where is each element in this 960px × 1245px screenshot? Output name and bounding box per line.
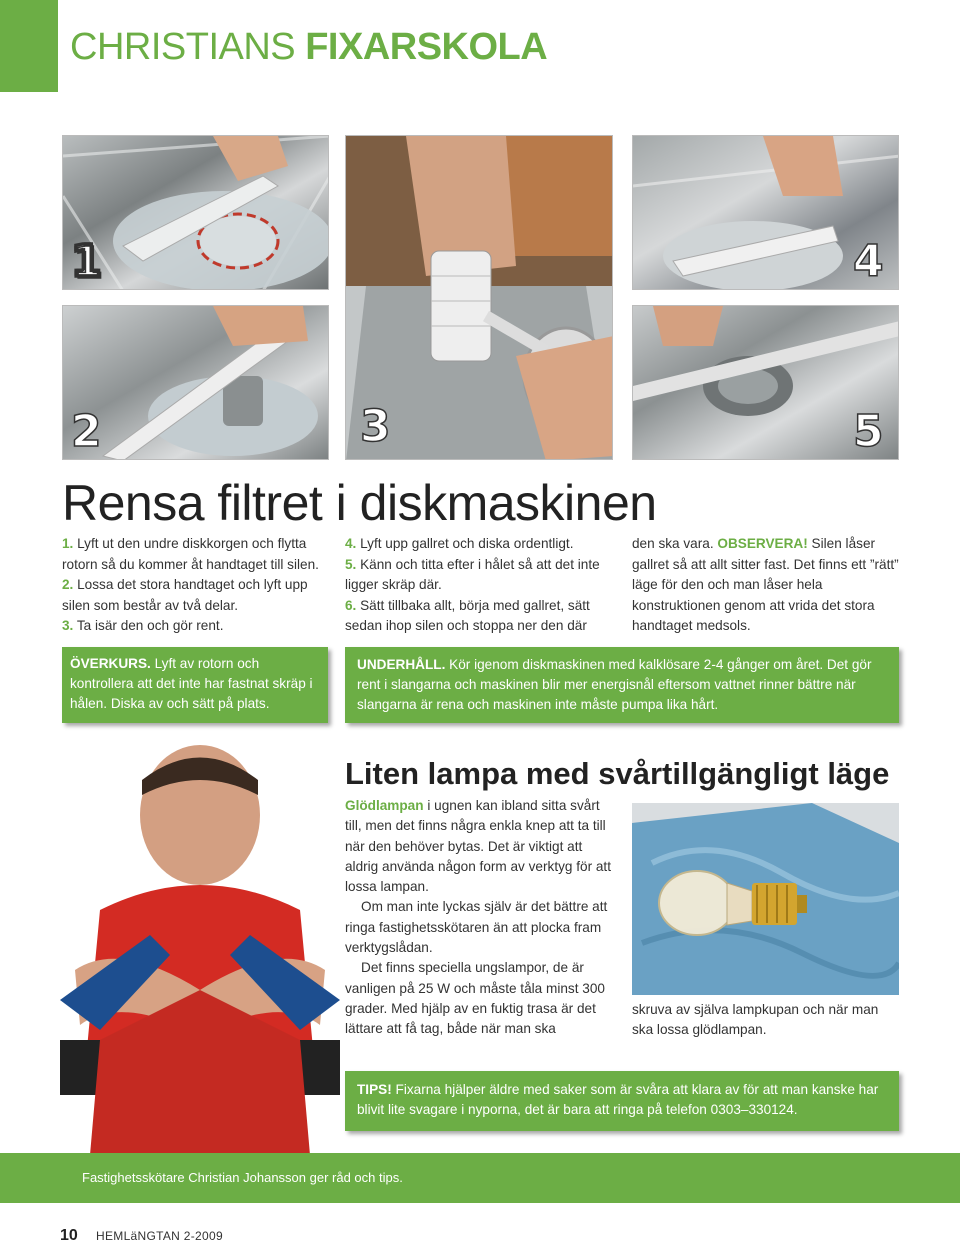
step-3-number: 3. [62, 618, 74, 633]
tips-text: Fixarna hjälper äldre med saker som är svåra att klara av för att man kanske har blivit lite svagare i nyporna, det är bara att ringa på telefon 0303–330124. [357, 1082, 879, 1117]
section-title-bold: FIXARSKOLA [305, 26, 548, 68]
dishwasher-filter-photo-4 [633, 136, 899, 290]
photo-caption: Fastighetsskötare Christian Johansson ger råd och tips. [82, 1170, 403, 1185]
handyman-with-drills-photo [60, 740, 340, 1155]
step-6-text: Sätt tillbaka allt, börja med gallret, sätt sedan ihop silen och stoppa ner den där [345, 597, 590, 633]
step-photo-4 [632, 135, 899, 290]
dishwasher-filter-photo-2 [63, 306, 329, 460]
overkurs-label: ÖVERKURS. [70, 656, 151, 671]
lamp-text-column [345, 796, 615, 1040]
step-2-text: Lossa det stora handtaget och lyft upp silen som består av två delar. [62, 577, 308, 613]
step-photo-3 [345, 135, 613, 460]
tips-label: TIPS! [357, 1082, 392, 1097]
light-bulb-on-cloth-photo [632, 803, 899, 995]
steps-column-3 [632, 534, 912, 637]
step-photo-2 [62, 305, 329, 460]
dishwasher-filter-photo-5 [633, 306, 899, 460]
lamp-paragraph-3: Det finns speciella ungslampor, de är vanligen på 25 W och måste tåla minst 300 grader. Med hjälp av en fuktig trasa är det lättare att få tag, både när man ska [345, 960, 605, 1037]
section-title-light: CHRISTIANS [70, 26, 296, 68]
portrait-photo [60, 740, 340, 1155]
step-4-text: Lyft upp gallret och diska ordentligt. [356, 536, 574, 551]
observera-text: Silen låser gallret så att allt sitter fast. Det finns ett ”rätt” läge för den och man låser hela konstruktionen genom att vrida det stora handtaget medsols. [632, 536, 899, 633]
article-title: Rensa filtret i diskmaskinen [62, 475, 657, 531]
step-3-text: Ta isär den och gör rent. [73, 618, 224, 633]
step-number-2: 2 [71, 406, 102, 457]
step-number-4: 4 [853, 236, 884, 287]
header-accent-bar [0, 0, 58, 92]
step-4 [345, 534, 620, 555]
lamp-paragraph-2: Om man inte lyckas själv är det bättre att ringa fastighetsskötaren än att plocka fram verktygslådan. [345, 899, 608, 956]
dishwasher-filter-photo-1 [63, 136, 329, 290]
underhall-box [345, 647, 899, 723]
overkurs-text: Lyft av rotorn och kontrollera att det inte har fastnat skräp i hålen. Diska av och sätt på plats. [70, 656, 313, 711]
step-photo-5 [632, 305, 899, 460]
overkurs-box [62, 647, 328, 723]
step-number-5: 5 [853, 406, 884, 457]
step-1-text: Lyft ut den undre diskkorgen och flytta rotorn så du kommer åt handtaget till silen. [62, 536, 319, 572]
step-photo-1 [62, 135, 329, 290]
step-1 [62, 534, 332, 575]
section-title [70, 26, 547, 69]
page-number: 10 [60, 1227, 78, 1244]
step-number-1: 1 [71, 236, 102, 287]
step-6-continued [632, 534, 912, 637]
underhall-text: Kör igenom diskmaskinen med kalklösare 2-4 gånger om året. Det gör rent i slangarna och maskinen blir mer energisnål eftersom vattnet rinner bättre när slangarna är rena och maskinen inte måste pumpa lika hårt. [357, 657, 872, 712]
step-4-number: 4. [345, 536, 357, 551]
step-5-number: 5. [345, 556, 357, 572]
step-number-3: 3 [360, 401, 391, 452]
lamp-paragraph-1-text: i ugnen kan ibland sitta svårt till, men det finns några enkla knep att ta till när den behöver bytas. Det är viktigt att aldrig använda någon form av verktyg för att lossa lampan. [345, 798, 611, 895]
tips-box [345, 1071, 899, 1131]
underhall-label: UNDERHÅLL. [357, 657, 446, 672]
step-5 [345, 555, 620, 596]
lamp-paragraph-4: skruva av själva lampkupan och när man ska lossa glödlampan. [632, 1002, 879, 1038]
lamp-paragraph-1 [345, 796, 615, 897]
magazine-issue: HEMLäNGTAN 2-2009 [96, 1229, 223, 1243]
lamp-section-title: Liten lampa med svårtillgängligt läge [345, 756, 890, 791]
step-2 [62, 575, 332, 616]
steps-column-1 [62, 534, 332, 637]
lamp-text-continued [632, 1000, 902, 1041]
steps-column-2 [345, 534, 620, 637]
light-bulb-photo [632, 803, 899, 995]
step-5-text: Känn och titta efter i hålet så att det inte ligger skräp där. [345, 556, 600, 592]
step-2-number: 2. [62, 577, 74, 592]
step-6 [345, 596, 620, 637]
step-6-number: 6. [345, 597, 357, 613]
step-6-continued-text: den ska vara. [632, 536, 718, 551]
filter-parts-photo [346, 136, 613, 460]
step-3 [62, 616, 332, 637]
observera-label: OBSERVERA! [717, 536, 808, 551]
lamp-lead-word: Glödlampan [345, 798, 424, 813]
step-1-number: 1. [62, 536, 74, 551]
